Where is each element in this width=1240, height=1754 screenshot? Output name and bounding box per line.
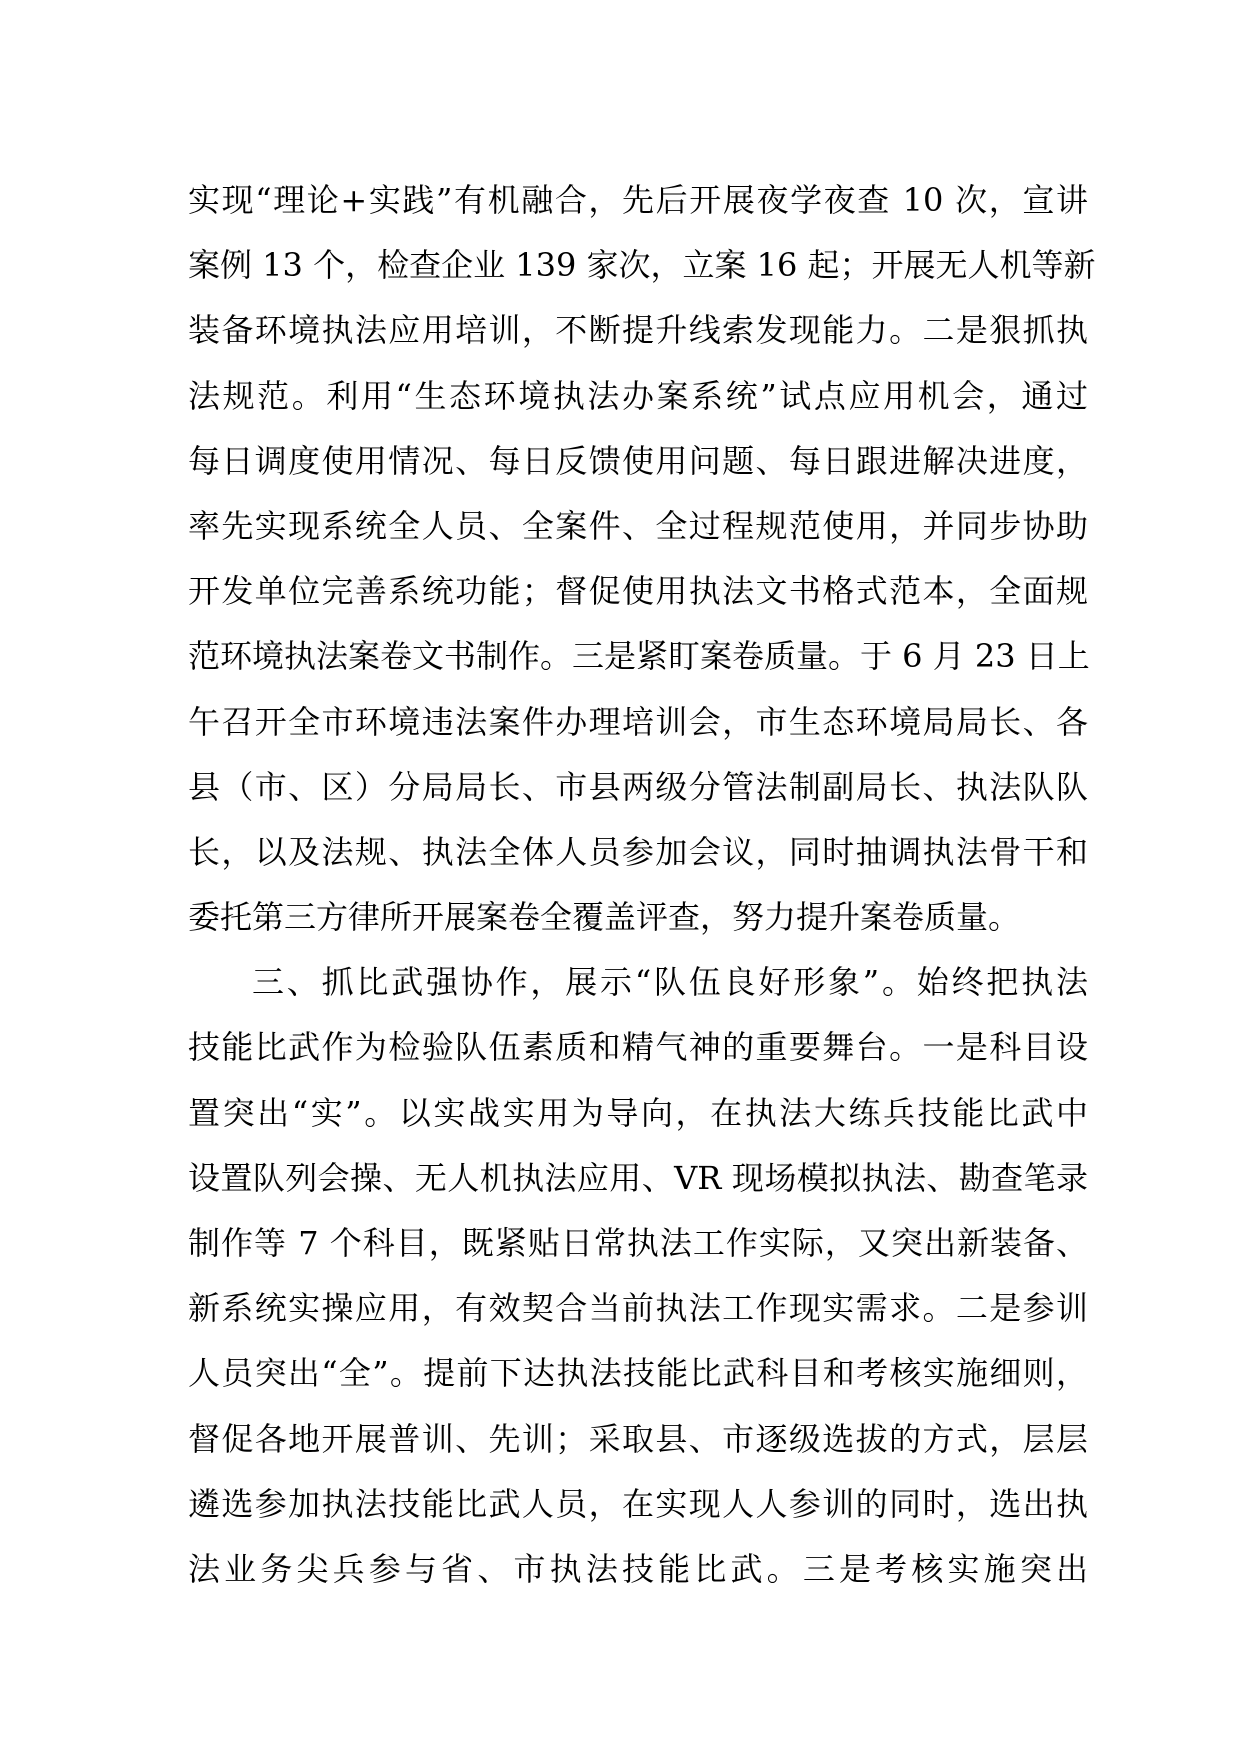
text-line: 每日调度使用情况、每日反馈使用问题、每日跟进解决进度， xyxy=(188,441,1088,480)
text-line: 委托第三方律所开展案卷全覆盖评查，努力提升案卷质量。 xyxy=(188,898,1021,937)
text-line: 县（市、区）分局局长、市县两级分管法制副局长、执法队队 xyxy=(188,767,1088,806)
text-line: 法业务尖兵参与省、市执法技能比武。三是考核实施突出 xyxy=(188,1549,1088,1588)
text-line: 新系统实操应用，有效契合当前执法工作现实需求。二是参训 xyxy=(188,1289,1088,1328)
text-line: 法规范。利用“生态环境执法办案系统”试点应用机会，通过 xyxy=(188,376,1088,415)
text-line: 遴选参加执法技能比武人员，在实现人人参训的同时，选出执 xyxy=(188,1484,1088,1523)
text-line: 人员突出“全”。提前下达执法技能比武科目和考核实施细则， xyxy=(188,1354,1088,1393)
paragraph-first-line: 三、抓比武强协作，展示“队伍良好形象”。始终把执法 xyxy=(252,963,1088,1002)
text-line: 置突出“实”。以实战实用为导向，在执法大练兵技能比武中 xyxy=(188,1093,1088,1132)
text-line: 午召开全市环境违法案件办理培训会，市生态环境局局长、各 xyxy=(188,702,1088,741)
text-line: 装备环境执法应用培训，不断提升线索发现能力。二是狠抓执 xyxy=(188,311,1088,350)
text-line: 案例 13 个，检查企业 139 家次，立案 16 起；开展无人机等新 xyxy=(188,246,1096,285)
text-line: 技能比武作为检验队伍素质和精气神的重要舞台。一是科目设 xyxy=(188,1028,1088,1067)
body-text xyxy=(188,168,1096,1602)
text-line: 实现“理论+实践”有机融合，先后开展夜学夜查 10 次，宣讲 xyxy=(188,181,1088,219)
text-line: 开发单位完善系统功能；督促使用执法文书格式范本，全面规 xyxy=(188,572,1088,611)
text-line: 范环境执法案卷文书制作。三是紧盯案卷质量。于 6 月 23 日上 xyxy=(188,637,1090,676)
text-line: 长，以及法规、执法全体人员参加会议，同时抽调执法骨干和 xyxy=(188,832,1088,871)
text-line: 率先实现系统全人员、全案件、全过程规范使用，并同步协助 xyxy=(188,506,1088,545)
text-line: 督促各地开展普训、先训；采取县、市逐级选拔的方式，层层 xyxy=(188,1419,1088,1458)
text-line: 设置队列会操、无人机执法应用、VR 现场模拟执法、勘查笔录 xyxy=(188,1158,1088,1197)
text-line: 制作等 7 个科目，既紧贴日常执法工作实际，又突出新装备、 xyxy=(188,1224,1088,1262)
